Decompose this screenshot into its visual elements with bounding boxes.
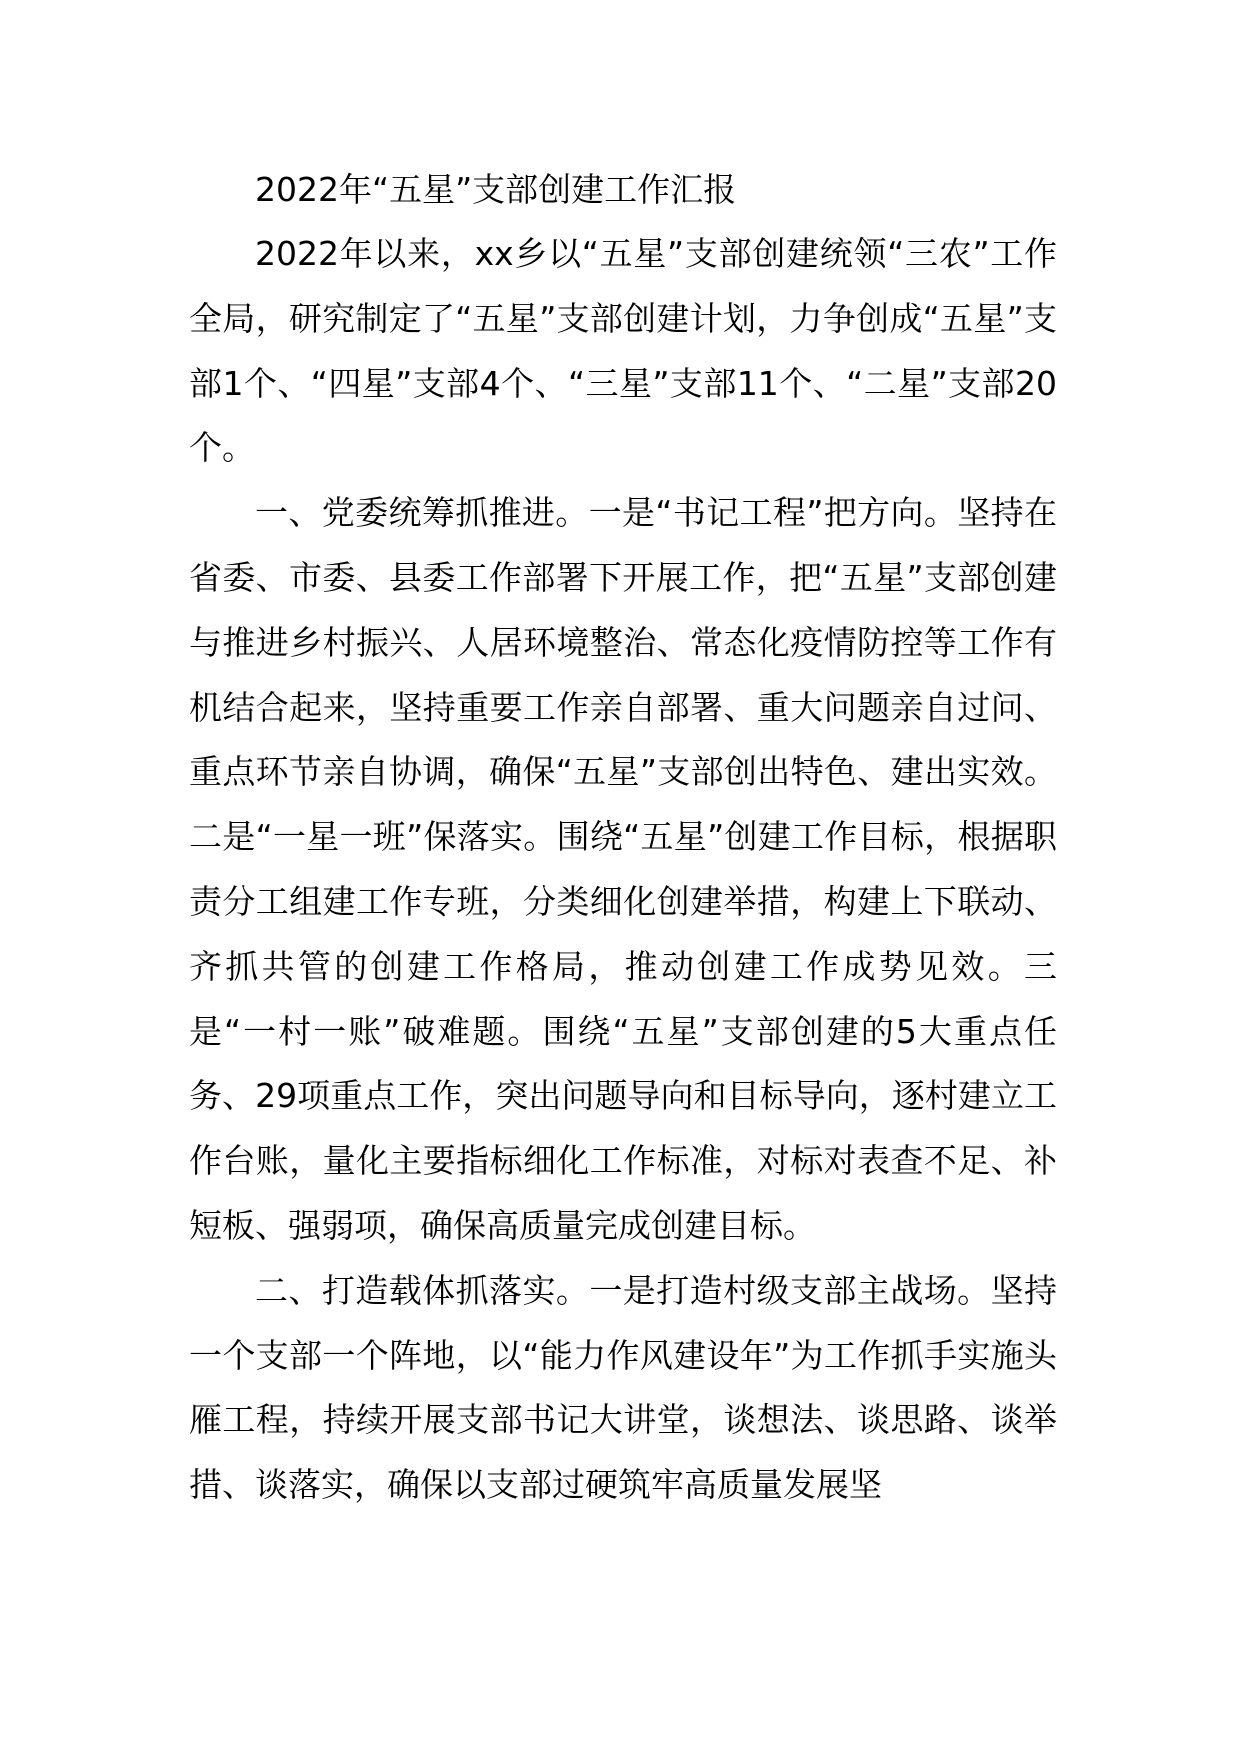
paragraph-intro: 2022年以来，xx乡以“五星”支部创建统领“三农”工作全局，研究制定了“五星”支部创建计划，力争创成“五星”支部1个、“四星”支部4个、“三星”支部11个、“二星”支部20个。 — [189, 234, 1057, 468]
document-title: 2022年“五星”支部创建工作汇报 — [255, 170, 737, 209]
document-page — [189, 158, 1057, 1518]
paragraph-section-two: 二、打造载体抓落实。一是打造村级支部主战场。坚持一个支部一个阵地，以“能力作风建设年”为工作抓手实施头雁工程，持续开展支部书记大讲堂，谈想法、谈思路、谈举措、谈落实，确保以支部过硬筑牢高质量发展坚 — [189, 1270, 1057, 1505]
paragraph-section-one: 一、党委统筹抓推进。一是“书记工程”把方向。坚持在省委、市委、县委工作部署下开展工作，把“五星”支部创建与推进乡村振兴、人居环境整治、常态化疫情防控等工作有机结合起来，坚持重要工作亲自部署、重大问题亲自过问、重点环节亲自协调，确保“五星”支部创出特色、建出实效。二是“一星一班”保落实。围绕“五星”创建工作目标，根据职责分工组建工作专班，分类细化创建举措，构建上下联动、齐抓共管的创建工作格局，推动创建工作成势见效。三是“一村一账”破难题。围绕“五星”支部创建的5大重点任务、29项重点工作，突出问题导向和目标导向，逐村建立工作台账，量化主要指标细化工作标准，对标对表查不足、补短板、强弱项，确保高质量完成创建目标。 — [189, 493, 1057, 1245]
